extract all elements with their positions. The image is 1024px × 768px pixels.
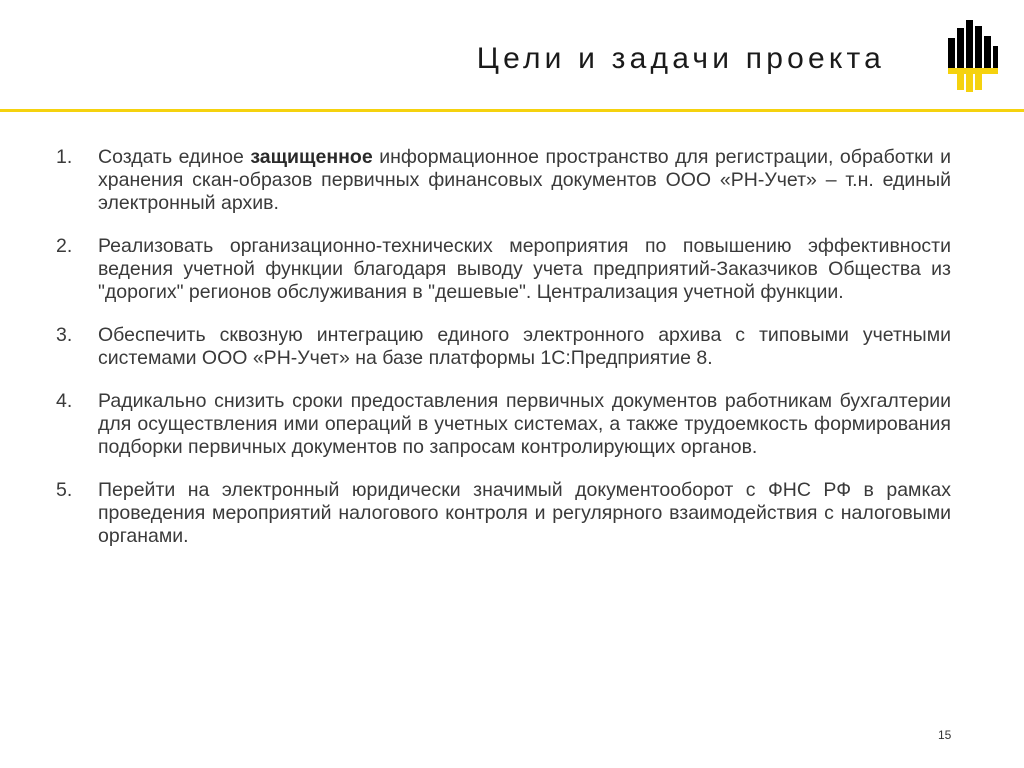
item-number: 3. [56, 324, 73, 346]
item-text: Перейти на электронный юридически значимый документооборот с ФНС РФ в рамках проведения мероприятий налогового контроля и регулярного взаимодействия с налоговыми органами. [98, 479, 951, 547]
list-item [56, 390, 951, 459]
item-number: 4. [56, 390, 73, 412]
item-text: Обеспечить сквозную интеграцию единого электронного архива с типовыми учетными системами ООО «РН-Учет» на базе платформы 1С:Предприятие 8. [98, 324, 951, 369]
item-number: 1. [56, 146, 73, 168]
item-text: Реализовать организационно-технических мероприятия по повышению эффективности ведения учетной функции благодаря выводу учета предприятий-Заказчиков Общества из "дорогих" регионов обслуживания в "дешевые". Централизация учетной функции. [98, 235, 951, 303]
list-item [56, 235, 951, 304]
item-text: Радикально снизить сроки предоставления первичных документов работникам бухгалтерии для осуществления ими операций в учетных системах, а также трудоемкость формирования подборки первичных документов по запросам контролирующих органов. [98, 390, 951, 458]
slide-title: Цели и задачи проекта [476, 42, 885, 75]
emphasis-text: защищенное [250, 146, 373, 168]
rosneft-logo [944, 16, 1000, 92]
goals-list [56, 146, 951, 568]
page-number: 15 [938, 728, 952, 742]
item-number: 5. [56, 479, 73, 501]
item-number: 2. [56, 235, 73, 257]
list-item [56, 324, 951, 370]
title-divider [0, 109, 1024, 112]
list-item [56, 146, 951, 215]
list-item [56, 479, 951, 548]
item-text: Создать единое защищенное информационное пространство для регистрации, обработки и хранения скан-образов первичных финансовых документов ООО «РН-Учет» – т.н. единый электронный архив. [98, 146, 951, 214]
